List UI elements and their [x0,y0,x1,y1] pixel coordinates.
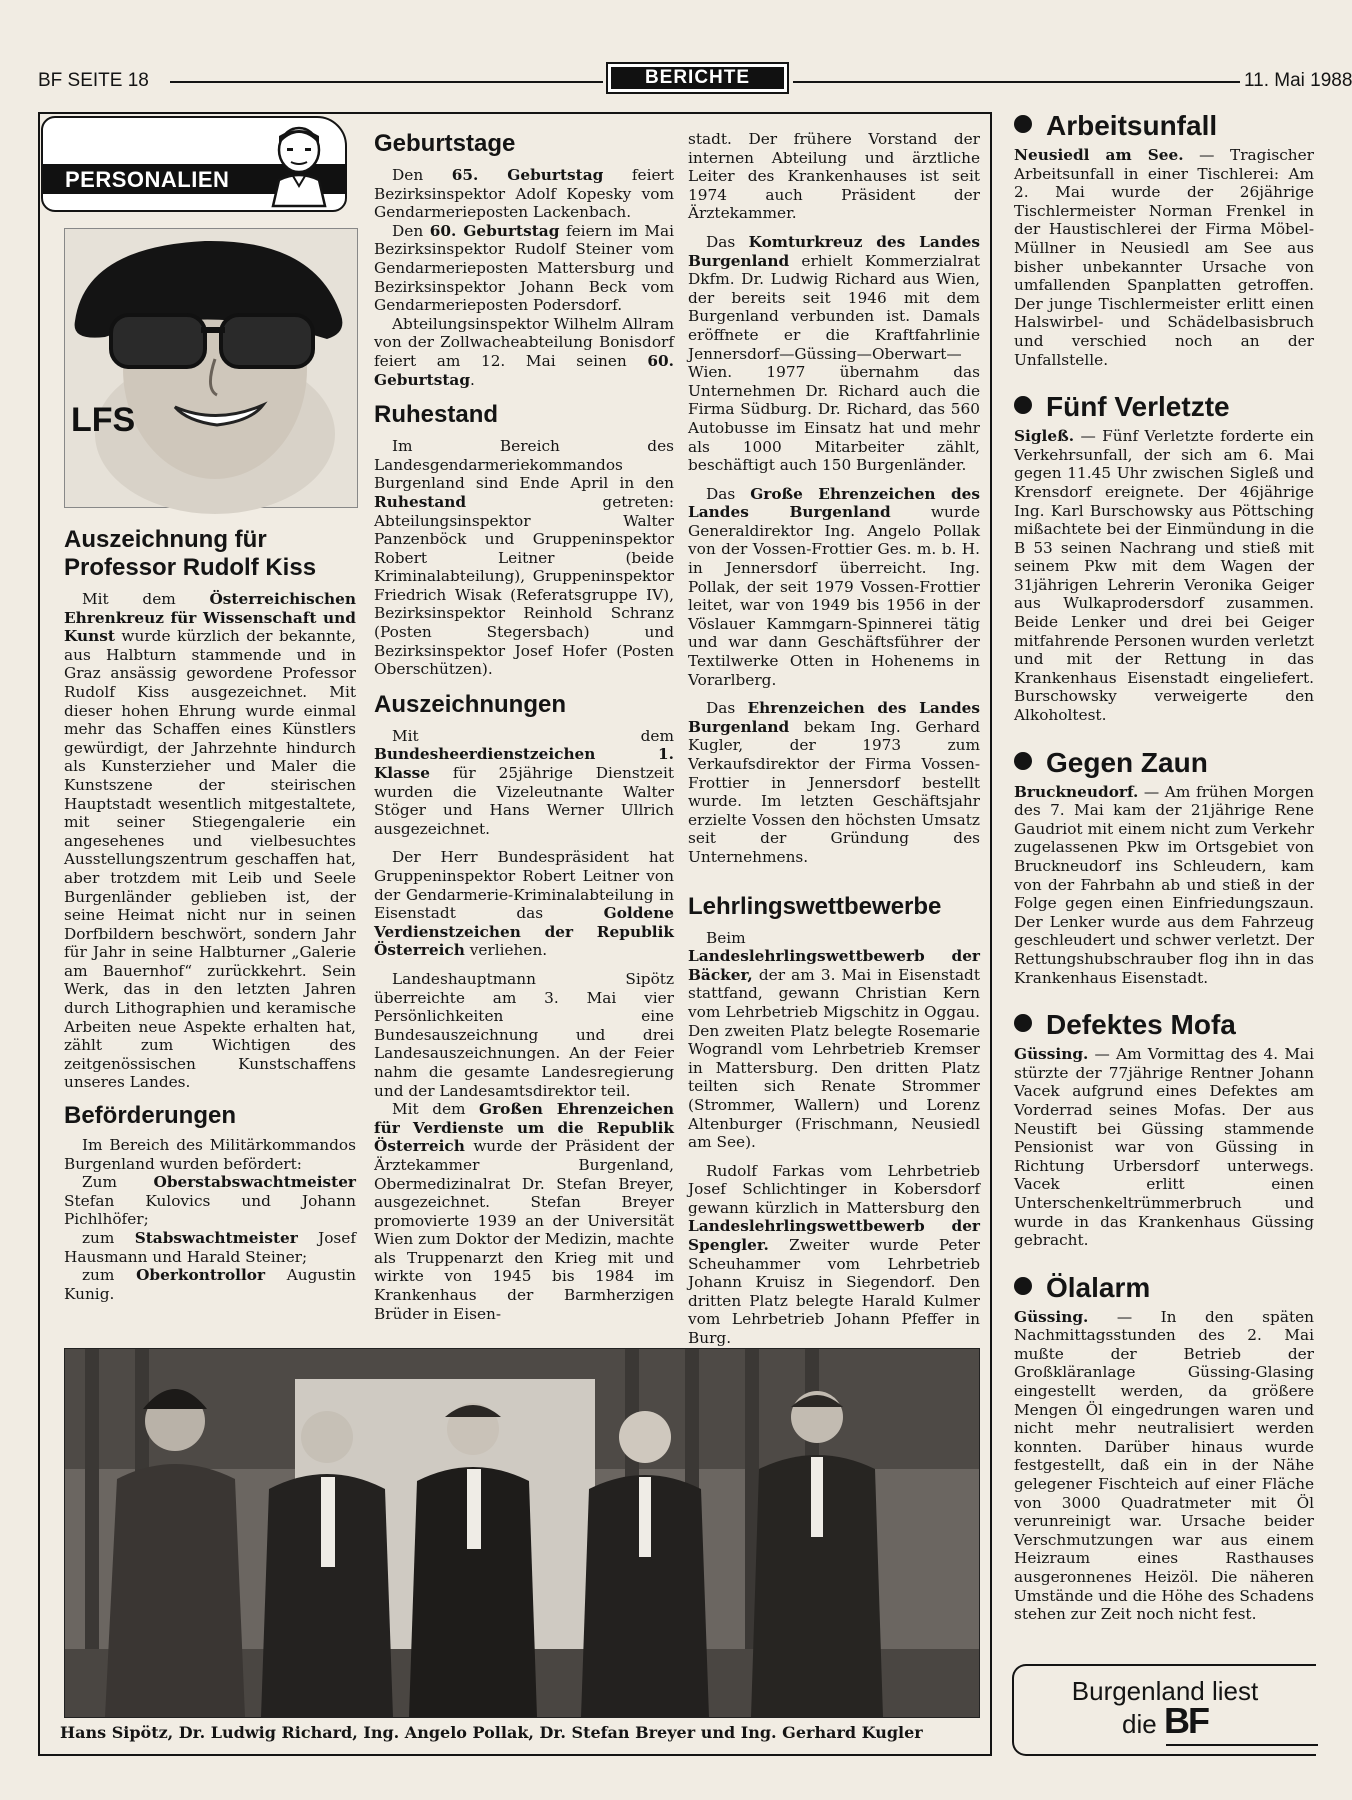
breyer-continuation: stadt. Der frühere Vorstand der internen Abteilung und ärztliche Leiter des Krankenhauses ist seit 1974 auch Präsident der Ärztekammer. [688,130,980,223]
ruhestand-paragraph: Im Bereich des Landesgendarmeriekommandos Burgenland sind Ende April in den Ruhestand getreten: Abteilungsinspektor Walter Panzenböck und Gruppeninspektor Robert Leitner (beide Kriminalabteilung), Gruppeninspektor Friedrich Wisak (Referatsgruppe IV), Bezirksinspektor Reinhold Schranz (Posten Stegersbach) und Bezirksinspektor Josef Hofer (Posten Oberschützen). [374,437,674,679]
photo-caption: Hans Sipötz, Dr. Ludwig Richard, Ing. Angelo Pollak, Dr. Stefan Breyer und Ing. Gerhard Kugler [60,1723,923,1742]
person-cartoon-icon [265,122,333,206]
news-text-zaun: Bruckneudorf. — Am frühen Morgen des 7. Mai kam der 21jährige Rene Gaudriot mit einem nicht zum Verkehr zugelassenen Pkw im Ortsgebiet von Bruckneudorf ins Schleudern, kam von der Fahrbahn ab und stieß in der Folge gegen einen Einfriedungszaun. Der Lenker wurde aus dem Fahrzeug geschleudert und schwer verletzt. Der Rettungshubschrauber flog ihn in das Krankenhaus Eisenstadt. [1014,782,1314,987]
news-text-oelalarm: Güssing. — In den späten Nachmittagsstunden des 2. Mai mußte der Betrieb der Großkläranlage Güssing-Glasing eingestellt werden, da größere Mengen Öl eingedrungen waren und nicht mehr neutralisiert werden konnten. Darüber hinaus wurde festgestellt, daß ein in der Nähe gelegener Fischteich auf einer Fläche von 3000 Quadratmeter mit Öl verunreinigt war. Ursache beider Verschmutzungen war aus einem Heizraum eines Rasthauses ausgeronnenes Heizöl. Die näheren Umstände und die Höhe des Schadens stehen zur Zeit noch nicht fest. [1014,1307,1314,1624]
ruhestand-heading: Ruhestand [374,401,499,429]
portrait-illustration [65,229,357,507]
bef-paragraph-1: Im Bereich des Militärkommandos Burgenland wurden befördert: [64,1136,356,1173]
bullet-dot-icon [1014,1277,1032,1295]
pollak-paragraph: Das Große Ehrenzeichen des Landes Burgenland wurde Generaldirektor Ing. Angelo Pollak von der Vossen-Frottier Ges. m. b. H. in Jennersdorf überreicht. Ing. Pollak, der seit 1979 Vossen-Frottier leitet, war von 1949 bis 1956 in der Vöslauer Kammgarn-Spinnerei tätig und war dann Geschäftsführer der Textilwerke Otten in Hohenems in Vorarlberg. [688,484,981,689]
section-label [606,62,789,94]
bf-promo-box [1012,1664,1316,1756]
promo-line-2: die BF [1122,1700,1208,1741]
bullet-dot-icon [1014,115,1032,133]
portrait-photo [64,228,358,508]
header-rule-right [793,81,1240,83]
aus-paragraph-2: Der Herr Bundespräsident hat Gruppeninspektor Robert Leitner von der Gendarmerie-Kriminalabteilung in Eisenstadt das Goldene Verdienstzeichen der Republik Österreich verliehen. [374,848,674,960]
page-number: BF SEITE 18 [38,70,149,91]
news-heading-zaun: Gegen Zaun [1014,747,1314,779]
bef-paragraph-2: Zum Oberstabswachtmeister Stefan Kulovics und Johann Pichlhöfer; [64,1173,356,1229]
bullet-dot-icon [1014,396,1032,414]
kiss-headline: Auszeichnung für Professor Rudolf Kiss [64,526,317,581]
geb-paragraph-3: Abteilungsinspektor Wilhelm Allram von der Zollwacheabteilung Bonisdorf feiert am 12. Mai seinen 60. Geburtstag. [374,314,674,389]
news-text-arbeitsunfall: Neusiedl am See. — Tragischer Arbeitsunfall in einer Tischlerei: Am 2. Mai wurde der 26jährige Tischlermeister Norman Frenkel in der Haustischlerei der Firma Möbel-Müllner in Neusiedl am See aus bisher unbekannter Ursache von umfallenden Spanplatten getroffen. Der junge Tischlermeister erlitt einen Halswirbel- und Schädelbasisbruch und verschied noch an der Unfallstelle. [1014,146,1314,369]
issue-date: 11. Mai 1988 [1244,70,1352,91]
lehrlingswettbewerbe-heading: Lehrlingswettbewerbe [688,892,942,920]
aus-paragraph-3: Landeshauptmann Sipötz überreichte am 3. Mai vier Persönlichkeiten eine Bundesauszeichnung und drei Landesauszeichnungen. An der Feier nahm die gesamte Landesregierung und der Landesamtsdirektor teil. [374,969,674,1100]
column-1 [64,526,356,1303]
right-column [1014,110,1314,1624]
lehr-paragraph-2: Rudolf Farkas vom Lehrbetrieb Josef Schlichtinger in Kobersdorf gewann kürzlich in Mattersburg den Landeslehrlingswettbewerb der Spengler. Zweiter wurde Peter Scheuhammer vom Lehrbetrieb Johann Kruisz in Siegendorf. Den dritten Platz belegte Harald Kulmer vom Lehrbetrieb Johann Pfeffer in Burg. [688,1161,980,1348]
news-heading-oelalarm: Ölalarm [1014,1272,1314,1304]
bf-logo: BF [1163,1700,1208,1741]
header-rule-left [170,81,603,83]
portrait-mark-text: LFS [71,401,136,439]
befoerderungen-heading: Beförderungen [64,1102,237,1130]
kiss-paragraph: Mit dem Österreichischen Ehrenkreuz für Wissenschaft und Kunst wurde kürzlich der bekannte, aus Halbturn stammende und in Graz ansässig gewordene Professor Rudolf Kiss ausgezeichnet. Mit dieser hohen Ehrung wurde einmal mehr das Schaffen eines Künstlers gewürdigt, der Jahrzehnte hindurch als Kunsterzieher und Maler die Kunstszene der steirischen Hauptstadt wesentlich mitgestaltete, mit seiner Stiegengalerie ein angesehenes und vielbesuchtes Ausstellungszentrum geschaffen hat, aber trotzdem mit Leib und Seele Burgenländer geblieben ist, der seine Heimat nicht nur in seinen Dorfbildern beschwört, sondern Jahr für Jahr in seine Halbturner „Galerie am Bauernhof“ zurückkehrt. Sein Werk, das in den letzten Jahren durch Lithographien und keramische Arbeiten neue Aspekte erhalten hat, zählt zum Wichtigen des zeitgenössischen Kunstschaffens unseres Landes. [64,590,356,1092]
promo-line-1: Burgenland liest [1071,1676,1259,1706]
auszeichnungen-heading: Auszeichnungen [374,690,567,718]
news-heading-arbeitsunfall: Arbeitsunfall [1014,110,1314,142]
column-2 [374,130,674,1323]
geb-paragraph-1: Den 65. Geburtstag feiert Bezirksinspektor Adolf Kopesky vom Gendarmerieposten Lackenbach. [374,166,674,222]
page-header [38,62,1352,100]
news-text-mofa: Güssing. — Am Vormittag des 4. Mai stürzte der 77jährige Rentner Johann Vacek aufgrund eines Defektes am Vorderrad seines Mofas. Der aus Neustift bei Güssing stammende Pensionist war von Güssing in Richtung Urbersdorf unterwegs. Vacek erlitt einen Unterschenkeltrümmerbruch und wurde in das Krankenhaus Güssing gebracht. [1014,1045,1314,1250]
personalien-box [41,116,347,212]
aus-paragraph-1: Mit dem Bundesheerdienstzeichen 1. Klasse für 25jährige Dienstzeit wurden die Vizeleutnante Walter Stöger und Hans Werner Ullrich ausgezeichnet. [374,726,674,838]
news-heading-verletzte: Fünf Verletzte [1014,391,1314,423]
section-label-text: BERICHTE [611,67,784,89]
personalien-label: PERSONALIEN [65,167,230,192]
bef-paragraph-3: zum Stabswachtmeister Josef Hausmann und Harald Steiner; [64,1229,356,1266]
group-photo-illustration [65,1349,979,1717]
bullet-dot-icon [1014,1014,1032,1032]
news-heading-mofa: Defektes Mofa [1014,1009,1314,1041]
aus-paragraph-4: Mit dem Großen Ehrenzeichen für Verdienste um die Republik Österreich wurde der Präsident der Ärztekammer Burgenland, Obermedizinalrat Dr. Stefan Breyer, ausgezeichnet. Stefan Breyer promovierte 1939 an der Universität Wien zum Doktor der Medizin, machte als Truppenarzt den Krieg mit und wirkte von 1945 bis 1984 im Krankenhaus der Barmherzigen Brüder in Eisen- [374,1100,674,1323]
bullet-dot-icon [1014,752,1032,770]
column-3 [688,130,980,1348]
group-photo [64,1348,980,1718]
lehr-paragraph-1: Beim Landeslehrlingswettbewerb der Bäcker, der am 3. Mai in Eisenstadt stattfand, gewann Christian Kern vom Lehrbetrieb Migschitz in Oggau. Den zweiten Platz belegte Rosemarie Wograndl vom Lehrbetrieb Kremser in Mattersburg. Den dritten Platz teilten sich Renate Strommer (Strommer, Wallern) und Lorenz Altenburger (Frischmann, Neusiedl am See). [688,928,980,1152]
bef-paragraph-4: zum Oberkontrollor Augustin Kunig. [64,1266,356,1303]
promo-underline [1166,1744,1318,1746]
kugler-paragraph: Das Ehrenzeichen des Landes Burgenland bekam Ing. Gerhard Kugler, der 1973 zum Verkaufsdirektor der Firma Vossen-Frottier in Jennersdorf bestellt wurde. Im letzten Geschäftsjahr erzielte Vossen den höchsten Umsatz seit der Gründung des Unternehmens. [688,699,980,866]
news-text-verletzte: Sigleß. — Fünf Verletzte forderte ein Verkehrsunfall, der sich am 6. Mai gegen 11.45 Uhr zwischen Sigleß und Krensdorf ereignete. Der 46jährige Ing. Karl Burschowsky aus Pöttsching mißachtete bei der Einmündung in die B 53 seinen Nachrang und stieß mit seinem Pkw mit dem Wagen der 31jährigen Lehrerin Veronika Geiger aus Wulkaprodersdorf zusammen. Beide Lenker und drei bei Geiger mitfahrende Personen wurden verletzt und mit der Rettung in das Krankenhaus Eisenstadt eingeliefert. Burschowsky verweigerte den Alkoholtest. [1014,427,1314,725]
geburtstage-heading: Geburtstage [374,130,516,157]
richard-paragraph: Das Komturkreuz des Landes Burgenland erhielt Kommerzialrat Dkfm. Dr. Ludwig Richard aus Wien, der bereits seit 1946 mit dem Burgenland verbunden ist. Damals eröffnete er die Kraftfahrlinie Jennersdorf—Güssing—Oberwart—Wien. 1977 übernahm das Unternehmen Dr. Richard auch die Firma Südburg. Dr. Richard, das 560 Autobusse im Einsatz hat und mehr als 1000 Mitarbeiter zählt, beschäftigt auch 150 Burgenländer. [688,232,980,475]
geb-paragraph-2: Den 60. Geburtstag feiern im Mai Bezirksinspektor Rudolf Steiner vom Gendarmerieposten Mattersburg und Bezirksinspektor Johann Beck vom Gendarmerieposten Podersdorf. [374,221,674,315]
